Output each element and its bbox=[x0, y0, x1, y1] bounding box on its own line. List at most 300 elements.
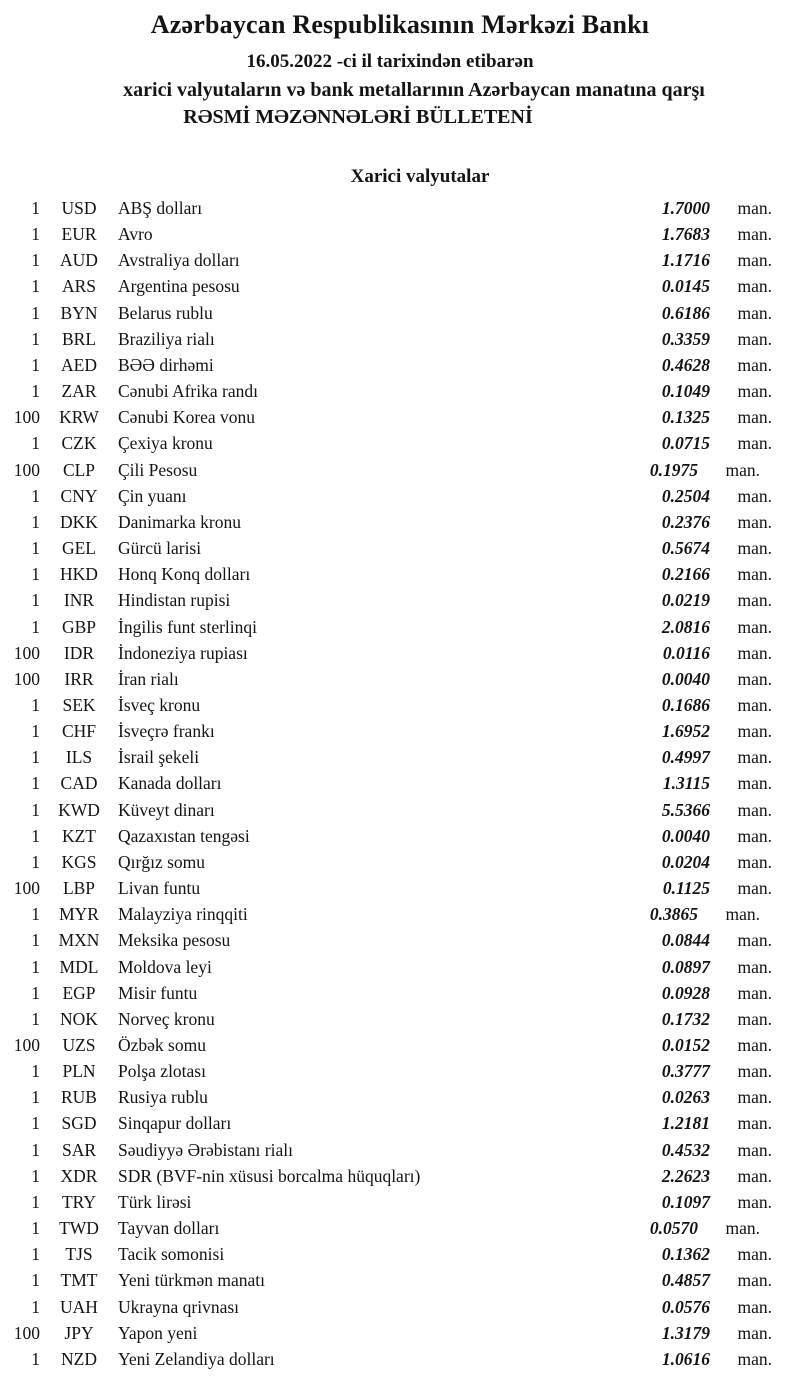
currency-quantity: 1 bbox=[31, 538, 40, 559]
currency-unit-label: man. bbox=[737, 250, 772, 271]
currency-unit-label: man. bbox=[737, 1322, 772, 1343]
currency-row bbox=[0, 1163, 800, 1189]
currency-unit-label: man. bbox=[737, 1061, 772, 1082]
currency-unit-label: man. bbox=[737, 1270, 772, 1291]
currency-code: INR bbox=[63, 590, 95, 611]
currency-unit-label: man. bbox=[737, 930, 772, 951]
currency-rate: 0.0040 bbox=[661, 825, 710, 846]
currency-rate-group bbox=[630, 744, 772, 770]
currency-quantity: 100 bbox=[13, 1035, 40, 1055]
currency-unit-label: man. bbox=[737, 721, 772, 742]
currency-rate: 0.1097 bbox=[661, 1191, 710, 1212]
currency-quantity: 1 bbox=[31, 1061, 40, 1082]
currency-rate: 0.3865 bbox=[649, 904, 698, 925]
currency-rate-group bbox=[630, 247, 772, 273]
currency-quantity: 1 bbox=[31, 1270, 40, 1291]
currency-unit-label: man. bbox=[737, 302, 772, 323]
currency-name: Avstraliya dolları bbox=[118, 250, 240, 271]
currency-name: Norveç kronu bbox=[118, 1008, 215, 1029]
currency-code: MXN bbox=[58, 930, 100, 951]
currency-name: Honq Konq dolları bbox=[118, 564, 251, 585]
currency-quantity: 1 bbox=[31, 616, 40, 637]
currency-row bbox=[0, 247, 800, 273]
currency-quantity: 100 bbox=[13, 1322, 40, 1343]
currency-code: SEK bbox=[62, 694, 96, 715]
currency-quantity: 1 bbox=[31, 1244, 40, 1265]
currency-code: USD bbox=[61, 198, 97, 218]
currency-unit-label: man. bbox=[737, 1165, 772, 1186]
currency-rate: 1.6952 bbox=[661, 721, 710, 742]
currency-name: Yeni türkmən manatı bbox=[118, 1270, 265, 1291]
currency-name: Danimarka kronu bbox=[118, 511, 241, 532]
currency-quantity: 1 bbox=[31, 956, 40, 977]
currency-rate-group bbox=[630, 1294, 772, 1320]
currency-name: Tacik somonisi bbox=[118, 1244, 225, 1265]
currency-name: Avro bbox=[118, 224, 153, 245]
currency-rate: 0.1686 bbox=[661, 694, 710, 715]
currency-name: Çexiya kronu bbox=[118, 433, 213, 454]
currency-rate-group bbox=[618, 901, 760, 927]
currency-code: GEL bbox=[61, 538, 97, 559]
currency-rate: 0.0116 bbox=[662, 642, 710, 663]
currency-rate: 2.0816 bbox=[661, 616, 710, 637]
currency-rate-group bbox=[630, 1241, 772, 1267]
currency-rate-group bbox=[630, 666, 772, 692]
currency-quantity: 1 bbox=[31, 328, 40, 349]
currency-row bbox=[0, 823, 800, 849]
currency-unit-label: man. bbox=[737, 1008, 772, 1029]
currency-name: Cənubi Afrika randı bbox=[118, 381, 258, 402]
currency-code: CNY bbox=[60, 485, 98, 506]
currency-rate: 0.1049 bbox=[661, 381, 710, 402]
currency-code: DKK bbox=[60, 511, 98, 532]
currency-unit-label: man. bbox=[737, 1348, 772, 1369]
currency-rate-group bbox=[630, 1058, 772, 1084]
currency-rate: 0.0928 bbox=[661, 982, 710, 1003]
currency-name: Sinqapur dolları bbox=[118, 1113, 232, 1134]
currency-quantity: 100 bbox=[13, 878, 40, 899]
currency-unit-label: man. bbox=[725, 459, 760, 480]
currency-rate-group bbox=[630, 927, 772, 953]
currency-rate-group bbox=[630, 352, 772, 378]
currency-row bbox=[0, 378, 800, 404]
currency-rate-group bbox=[630, 614, 772, 640]
currency-rate: 0.0145 bbox=[661, 276, 710, 297]
currency-quantity: 1 bbox=[31, 433, 40, 454]
currency-name: Türk lirəsi bbox=[118, 1191, 192, 1212]
currency-quantity: 100 bbox=[13, 407, 40, 428]
currency-name: Yapon yeni bbox=[118, 1322, 198, 1343]
currency-unit-label: man. bbox=[737, 956, 772, 977]
currency-rate: 0.2166 bbox=[661, 564, 710, 585]
currency-rate-group bbox=[630, 195, 772, 221]
currency-rate-group bbox=[630, 326, 772, 352]
currency-quantity: 1 bbox=[31, 1139, 40, 1160]
currency-row bbox=[0, 640, 800, 666]
currency-row bbox=[0, 221, 800, 247]
currency-rate: 1.0616 bbox=[661, 1348, 710, 1369]
currency-row bbox=[0, 1294, 800, 1320]
currency-unit-label: man. bbox=[737, 982, 772, 1003]
currency-code: LBP bbox=[62, 878, 96, 899]
currency-unit-label: man. bbox=[737, 381, 772, 402]
currency-rate: 0.1325 bbox=[661, 407, 710, 428]
currency-code: MYR bbox=[59, 904, 99, 925]
currency-rate-group bbox=[630, 535, 772, 561]
currency-code: KGS bbox=[61, 851, 97, 872]
currency-code: SGD bbox=[61, 1113, 97, 1134]
currency-row bbox=[0, 326, 800, 352]
currency-name: Tayvan dolları bbox=[118, 1218, 220, 1239]
currency-rate: 1.1716 bbox=[661, 250, 710, 271]
currency-code: PLN bbox=[62, 1061, 96, 1082]
currency-name: Səudiyyə Ərəbistanı rialı bbox=[118, 1139, 293, 1160]
currency-quantity: 1 bbox=[31, 799, 40, 820]
currency-name: Yeni Zelandiya dolları bbox=[118, 1348, 275, 1369]
currency-rate: 0.0263 bbox=[661, 1087, 710, 1108]
currency-row bbox=[0, 1267, 800, 1293]
currency-rate-group bbox=[630, 770, 772, 796]
currency-code: BYN bbox=[60, 302, 98, 323]
currency-rate: 0.5674 bbox=[661, 538, 710, 559]
currency-row bbox=[0, 666, 800, 692]
currency-row bbox=[0, 1241, 800, 1267]
currency-row bbox=[0, 483, 800, 509]
currency-rate: 0.1362 bbox=[661, 1244, 710, 1265]
currency-quantity: 1 bbox=[31, 930, 40, 951]
currency-quantity: 1 bbox=[31, 851, 40, 872]
currency-name: Livan funtu bbox=[118, 878, 201, 899]
currency-quantity: 1 bbox=[31, 1218, 40, 1239]
currency-name: Moldova leyi bbox=[118, 956, 212, 977]
currency-quantity: 1 bbox=[31, 747, 40, 768]
currency-quantity: 1 bbox=[31, 1087, 40, 1108]
currency-unit-label: man. bbox=[737, 851, 772, 872]
currency-name: Rusiya rublu bbox=[118, 1087, 208, 1108]
subtitle-line: xarici valyutaların və bank metallarının Azərbaycan manatına qarşı bbox=[123, 79, 705, 101]
currency-name: Gürcü larisi bbox=[118, 538, 202, 559]
currency-quantity: 1 bbox=[31, 250, 40, 271]
currency-quantity: 1 bbox=[31, 1191, 40, 1212]
currency-quantity: 1 bbox=[31, 982, 40, 1003]
currency-rate-group bbox=[630, 509, 772, 535]
currency-name: Çili Pesosu bbox=[118, 459, 198, 480]
currency-rate-group bbox=[630, 221, 772, 247]
currency-rate-group bbox=[630, 797, 772, 823]
currency-rate: 0.1732 bbox=[661, 1008, 710, 1029]
currency-row bbox=[0, 744, 800, 770]
currency-rate-group bbox=[630, 1137, 772, 1163]
currency-unit-label: man. bbox=[725, 904, 760, 925]
currency-name: İsveç kronu bbox=[118, 694, 201, 715]
currency-quantity: 100 bbox=[13, 642, 40, 663]
currency-name: Cənubi Korea vonu bbox=[118, 407, 256, 428]
currency-row bbox=[0, 797, 800, 823]
currency-rate-group bbox=[630, 692, 772, 718]
currency-unit-label: man. bbox=[737, 668, 772, 689]
currency-unit-label: man. bbox=[737, 407, 772, 428]
currency-quantity: 1 bbox=[31, 825, 40, 846]
currency-code: ARS bbox=[61, 276, 97, 297]
currency-row bbox=[0, 195, 800, 221]
currency-code: XDR bbox=[60, 1165, 98, 1186]
currency-row bbox=[0, 300, 800, 326]
currency-rate-group bbox=[630, 300, 772, 326]
currency-quantity: 1 bbox=[31, 1348, 40, 1369]
currency-rate: 0.0576 bbox=[661, 1296, 710, 1317]
currency-unit-label: man. bbox=[737, 799, 772, 820]
currency-unit-label: man. bbox=[737, 1139, 772, 1160]
currency-quantity: 1 bbox=[31, 302, 40, 323]
currency-rate: 0.1975 bbox=[649, 459, 698, 480]
currency-code: TJS bbox=[65, 1244, 93, 1265]
currency-row bbox=[0, 980, 800, 1006]
currency-row bbox=[0, 875, 800, 901]
currency-rate: 1.3115 bbox=[662, 773, 710, 794]
currency-row bbox=[0, 430, 800, 456]
currency-row bbox=[0, 927, 800, 953]
currency-name: Küveyt dinarı bbox=[118, 799, 215, 820]
currency-rate: 0.2376 bbox=[661, 511, 710, 532]
currency-name: Belarus rublu bbox=[118, 302, 213, 323]
currency-name: Ukrayna qrivnası bbox=[118, 1296, 240, 1317]
currency-row bbox=[0, 770, 800, 796]
currency-unit-label: man. bbox=[737, 642, 772, 663]
currency-row bbox=[0, 509, 800, 535]
currency-unit-label: man. bbox=[737, 1087, 772, 1108]
bank-title: Azərbaycan Respublikasının Mərkəzi Bankı bbox=[150, 10, 650, 39]
currency-row bbox=[0, 587, 800, 613]
currency-quantity: 1 bbox=[31, 564, 40, 585]
currency-code: CLP bbox=[62, 459, 96, 480]
currency-code: IDR bbox=[63, 642, 95, 663]
currency-code: NOK bbox=[60, 1008, 98, 1029]
currency-code: IRR bbox=[64, 668, 94, 689]
currency-rate-group bbox=[630, 561, 772, 587]
currency-unit-label: man. bbox=[737, 616, 772, 637]
currency-row bbox=[0, 1320, 800, 1346]
currency-rate-group bbox=[618, 1215, 760, 1241]
currency-rate-group bbox=[630, 1110, 772, 1136]
currency-code: JPY bbox=[64, 1322, 94, 1343]
currency-row bbox=[0, 901, 800, 927]
currency-name: SDR (BVF-nin xüsusi borcalma hüquqları) bbox=[118, 1165, 421, 1186]
currency-unit-label: man. bbox=[737, 198, 772, 218]
currency-rate: 0.0570 bbox=[649, 1218, 698, 1239]
currency-code: KWD bbox=[58, 799, 100, 820]
currency-rate-group bbox=[630, 1346, 772, 1372]
currency-unit-label: man. bbox=[737, 694, 772, 715]
currency-row bbox=[0, 561, 800, 587]
currency-code: GBP bbox=[61, 616, 97, 637]
currency-quantity: 1 bbox=[31, 904, 40, 925]
currency-unit-label: man. bbox=[737, 433, 772, 454]
bulletin-header bbox=[0, 8, 800, 130]
currency-rate-group bbox=[630, 483, 772, 509]
currency-name: İndoneziya rupiası bbox=[118, 642, 248, 663]
currency-name: Argentina pesosu bbox=[118, 276, 240, 297]
currency-row bbox=[0, 849, 800, 875]
currency-unit-label: man. bbox=[737, 564, 772, 585]
currency-rate-group bbox=[630, 1084, 772, 1110]
currency-row bbox=[0, 273, 800, 299]
currency-unit-label: man. bbox=[737, 276, 772, 297]
currency-rate-group bbox=[630, 404, 772, 430]
currency-rate-group bbox=[630, 1267, 772, 1293]
currency-quantity: 1 bbox=[31, 354, 40, 375]
currency-quantity: 100 bbox=[13, 459, 40, 480]
currency-rate: 0.0040 bbox=[661, 668, 710, 689]
currency-code: MDL bbox=[59, 956, 99, 977]
currency-rate-group bbox=[630, 640, 772, 666]
currency-quantity: 1 bbox=[31, 773, 40, 794]
currency-name: İngilis funt sterlinqi bbox=[118, 616, 258, 637]
currency-code: CHF bbox=[61, 721, 97, 742]
currency-code: TRY bbox=[61, 1191, 97, 1212]
currency-row bbox=[0, 352, 800, 378]
currency-quantity: 1 bbox=[31, 511, 40, 532]
currency-rate: 0.4628 bbox=[661, 354, 710, 375]
currency-unit-label: man. bbox=[737, 328, 772, 349]
currency-row bbox=[0, 1006, 800, 1032]
currency-unit-label: man. bbox=[737, 1035, 772, 1055]
currency-quantity: 1 bbox=[31, 485, 40, 506]
currency-row bbox=[0, 614, 800, 640]
currency-name: Braziliya rialı bbox=[118, 328, 215, 349]
currency-rate: 0.4997 bbox=[661, 747, 710, 768]
currency-name: Misir funtu bbox=[118, 982, 198, 1003]
effective-date-line: 16.05.2022 -ci il tarixindən etibarən bbox=[246, 51, 534, 72]
currency-rate: 0.0844 bbox=[661, 930, 710, 951]
currency-code: ILS bbox=[65, 747, 93, 768]
currency-rate-group bbox=[630, 1320, 772, 1346]
currency-name: Çin yuanı bbox=[118, 485, 187, 506]
currency-unit-label: man. bbox=[737, 1191, 772, 1212]
currency-rate: 1.3179 bbox=[661, 1322, 710, 1343]
currency-quantity: 1 bbox=[31, 1113, 40, 1134]
currency-unit-label: man. bbox=[737, 878, 772, 899]
currency-rate: 0.4532 bbox=[661, 1139, 710, 1160]
currency-unit-label: man. bbox=[737, 590, 772, 611]
currency-name: Meksika pesosu bbox=[118, 930, 231, 951]
currency-rate-group bbox=[630, 980, 772, 1006]
bulletin-page bbox=[0, 8, 800, 1385]
currency-rate: 0.2504 bbox=[661, 485, 710, 506]
currency-rate-group bbox=[630, 378, 772, 404]
currency-rate: 1.7000 bbox=[661, 198, 710, 218]
currency-row bbox=[0, 1189, 800, 1215]
currency-unit-label: man. bbox=[737, 485, 772, 506]
currency-rate-group bbox=[630, 718, 772, 744]
currency-code: BRL bbox=[61, 328, 97, 349]
currency-row bbox=[0, 1137, 800, 1163]
currency-rate: 0.1125 bbox=[662, 878, 710, 899]
currency-quantity: 1 bbox=[31, 198, 40, 218]
currency-row bbox=[0, 1084, 800, 1110]
currency-row bbox=[0, 718, 800, 744]
currency-name: İsrail şekeli bbox=[118, 747, 200, 768]
currency-row bbox=[0, 1215, 800, 1241]
currency-name: İran rialı bbox=[118, 668, 179, 689]
currency-rate: 1.7683 bbox=[661, 224, 710, 245]
currency-code: TMT bbox=[60, 1270, 98, 1291]
currency-unit-label: man. bbox=[737, 538, 772, 559]
currency-code: NZD bbox=[61, 1348, 97, 1369]
section-title-foreign-currencies: Xarici valyutalar bbox=[350, 166, 490, 187]
currency-quantity: 1 bbox=[31, 276, 40, 297]
currency-code: HKD bbox=[60, 564, 98, 585]
currency-code: EGP bbox=[62, 982, 96, 1003]
currency-name: İsveçrə frankı bbox=[118, 721, 215, 742]
currency-rate: 0.6186 bbox=[661, 302, 710, 323]
currency-rate-group bbox=[630, 587, 772, 613]
currency-rate: 0.0152 bbox=[661, 1035, 710, 1055]
currency-rate-group bbox=[630, 273, 772, 299]
currency-quantity: 1 bbox=[31, 694, 40, 715]
currency-quantity: 1 bbox=[31, 224, 40, 245]
currency-unit-label: man. bbox=[725, 1218, 760, 1239]
currency-code: EUR bbox=[61, 224, 97, 245]
currency-unit-label: man. bbox=[737, 825, 772, 846]
currency-rate-group bbox=[630, 823, 772, 849]
currency-quantity: 1 bbox=[31, 1008, 40, 1029]
currency-unit-label: man. bbox=[737, 1244, 772, 1265]
currency-row bbox=[0, 535, 800, 561]
currency-rate-group bbox=[630, 1006, 772, 1032]
currency-name: Malayziya rinqqiti bbox=[118, 904, 248, 925]
currency-code: SAR bbox=[61, 1139, 97, 1160]
currency-row bbox=[0, 404, 800, 430]
currency-rate-group bbox=[630, 954, 772, 980]
currency-rate-group bbox=[630, 849, 772, 875]
currency-rate: 0.0897 bbox=[661, 956, 710, 977]
currency-rate: 0.3777 bbox=[661, 1061, 710, 1082]
currency-name: Özbək somu bbox=[118, 1035, 206, 1055]
currency-rate-group bbox=[618, 457, 760, 483]
currency-row bbox=[0, 1058, 800, 1084]
currency-rate: 0.0204 bbox=[661, 851, 710, 872]
currency-rate: 5.5366 bbox=[661, 799, 710, 820]
currency-rate-group bbox=[630, 1163, 772, 1189]
currency-quantity: 1 bbox=[31, 1165, 40, 1186]
currency-code: ZAR bbox=[61, 381, 97, 402]
currency-rate-group bbox=[630, 430, 772, 456]
currency-row bbox=[0, 1110, 800, 1136]
currency-unit-label: man. bbox=[737, 1113, 772, 1134]
currency-code: KRW bbox=[59, 407, 99, 428]
currency-quantity: 1 bbox=[31, 381, 40, 402]
currency-unit-label: man. bbox=[737, 773, 772, 794]
currency-quantity: 1 bbox=[31, 721, 40, 742]
currency-quantity: 1 bbox=[31, 1296, 40, 1317]
currency-unit-label: man. bbox=[737, 354, 772, 375]
currency-quantity: 1 bbox=[31, 590, 40, 611]
currency-code: AED bbox=[61, 354, 97, 375]
currency-code: TWD bbox=[59, 1218, 99, 1239]
currency-row bbox=[0, 1346, 800, 1372]
currency-rate: 0.0219 bbox=[661, 590, 710, 611]
currency-rate: 1.2181 bbox=[661, 1113, 710, 1134]
currency-name: BƏƏ dirhəmi bbox=[118, 354, 214, 375]
currency-code: AUD bbox=[60, 250, 98, 271]
currency-quantity: 100 bbox=[13, 668, 40, 689]
currency-row bbox=[0, 692, 800, 718]
currency-name: Qırğız somu bbox=[118, 851, 206, 872]
currency-rate-group bbox=[630, 1032, 772, 1058]
currency-rate-table bbox=[0, 195, 800, 1372]
currency-name: Qazaxıstan tengəsi bbox=[118, 825, 250, 846]
currency-rate: 2.2623 bbox=[661, 1165, 710, 1186]
